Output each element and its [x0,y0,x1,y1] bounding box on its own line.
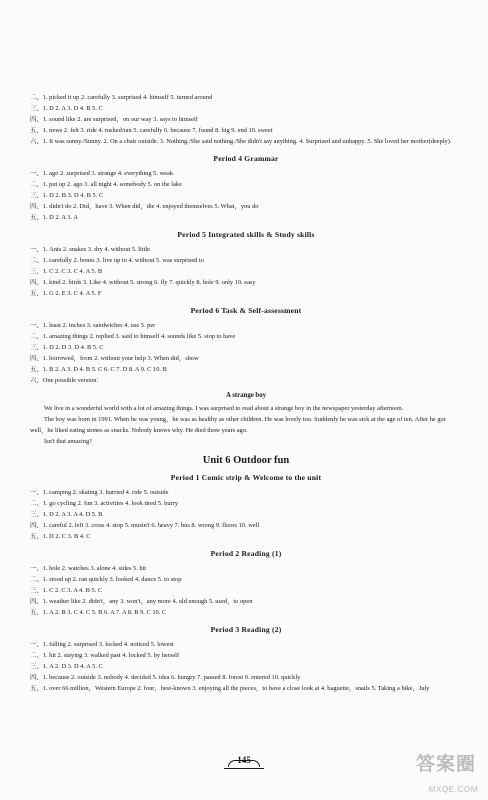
essay-paragraph: Isn't that amazing? [44,438,92,445]
essay-title: A strange boy [225,392,267,399]
answer-line: 六、One possible version： [30,377,103,384]
answer-line: 一、1. ago 2. surprised 3. strange 4. everything 5. weak [30,170,174,177]
period-6-answers [30,320,462,447]
answer-line: 一、1. Ants 2. snakes 3. dry 4. without 5. little [30,246,150,253]
top-answers [30,92,462,147]
unit-title: Unit 6 Outdoor fun [202,455,290,466]
answer-line: 五、1. G 2. E 3. C 4. A 5. F [30,290,102,297]
unit6-period-3-heading: Period 3 Reading (2) [210,625,282,634]
page-number: 145 [224,752,264,769]
answer-line: 四、1. borrowed，from 2. without your help 3. When did，show [30,355,199,362]
answer-line: 五、1. news 2. felt 3. ride 4. rushed/ran 5. carefully 6. because 7. found 8. big 9. end 10. sweet [30,127,273,134]
answer-line: 三、1. D 2. B 3. D 4. B 5. C [30,192,104,199]
answer-line: 四、1. didn't do 2. Did，have 3. When did，die 4. enjoyed themselves 5. What，you do [30,203,259,210]
answer-line: 二、1. hit 2. staying 3. walked past 4. locked 5. by herself [30,652,180,659]
unit6-period-3-answers [30,639,462,694]
answer-line: 五、1. D 2. C 3. B 4. C [30,533,91,540]
answer-line: 五、1. over 66 million，Western Europe 2. four，best-known 3. enjoying all the pieces，to have a close look at 4. baguette，snails 5. Taking a bike，July [30,685,430,692]
answer-line: 六、1. It was sunny./Sunny. 2. On a chair outside. 3. Nothing./She said nothing./She didn't say anything. 4. Surprised and unhappy. 5. She loved her mother(deeply). [30,138,452,145]
answer-line: 四、1. careful 2. left 3. cross 4. stop 5. mustn't 6. heavy 7. bus 8. wrong 9. floors 10. well [30,522,260,529]
answer-line: 三、1. D 2. A 3. D 4. B 5. C [30,105,103,112]
essay-paragraph: The boy was born in 1991. When he was young，he was as healthy as other children. He was lovely too. Suddenly he was sick at the age of ten. After he got well，he liked eating stones as snacks. Nobody knows why. He died three years ago. [30,416,446,434]
answer-line: 二、1. put up 2. ago 3. all night 4. somebody 5. on the lake [30,181,182,188]
period-6-heading: Period 6 Task & Self-assessment [190,306,302,315]
answer-line: 一、1. least 2. inches 3. sandwiches 4. use 5. per [30,322,156,329]
unit6-period-2-heading: Period 2 Reading (1) [210,549,282,558]
period-4-answers [30,168,462,223]
answer-line: 二、1. go cycling 2. fun 3. activities 4. look tired 5. hurry [30,500,179,507]
unit6-period-1-heading: Period 1 Comic strip & Welcome to the unit [170,473,322,482]
watermark-logo [392,752,480,796]
answer-line: 四、1. sound like 2. are surprised，on our way 3. says to himself [30,116,198,123]
period-5-answers [30,244,462,299]
answer-line: 三、1. C 2. C 3. C 4. A 5. B [30,268,103,275]
answer-line: 一、1. hole 2. watches 3. alone 4. sides 5. hit [30,565,147,572]
unit6-period-1-answers [30,487,462,542]
answer-line: 二、1. picked it up 2. carefully 3. surprised 4. himself 5. turned around [30,94,213,101]
answer-line: 五、1. D 2. A 3. A [30,214,78,221]
answer-line: 二、1. carefully 2. bones 3. live up to 4. without 5. was surprised to [30,257,204,264]
watermark-bottom: MXQE.COM [428,785,478,794]
period-5-heading: Period 5 Integrated skills & Study skills [177,230,315,239]
answer-line: 五、1. B 2. A 3. D 4. B 5. C 6. C 7. D 8. A 9. C 10. B [30,366,167,373]
watermark-top: 答案圈 [415,754,476,775]
answer-line: 二、1. amazing things 2. replied 3. said to himself 4. sounds like 5. stop to have [30,333,236,340]
answer-line: 四、1. because 2. outside 3. nobody 4. decided 5. idea 6. hungry 7. passed 8. forest 9. entered 10. quickly [30,674,301,681]
answer-line: 一、1. camping 2. skating 3. hurried 4. ride 5. outside [30,489,169,496]
period-4-heading: Period 4 Grammar [213,154,279,163]
answer-line: 三、1. D 2. D 3. D 4. B 5. C [30,344,104,351]
answer-line: 三、1. D 2. A 3. A 4. D 5. B [30,511,103,518]
answer-line: 二、1. stood up 2. ran quickly 3. looked 4. dance 5. to stop [30,576,182,583]
answer-line: 三、1. C 2. C 3. A 4. B 5. C [30,587,103,594]
answer-line: 五、1. A 2. B 3. C 4. C 5. B 6. A 7. A 8. B 9. C 10. C [30,609,167,616]
unit6-period-2-answers [30,563,462,618]
essay-paragraph: We live in a wonderful world with a lot of amazing things. I was surprised to read about a strange boy in the newspaper yesterday afternoon. [44,405,404,412]
answer-line: 四、1. weather like 2. didn't，any 3. won't，any more 4. old enough 5. used，to open [30,598,253,605]
answer-page [30,92,462,694]
answer-line: 四、1. kind 2. birds 3. Like 4. without 5. strong 6. fly 7. quickly 8. hole 9. only 10. easy [30,279,256,286]
answer-line: 三、1. A 2. D 3. D 4. A 5. C [30,663,103,670]
answer-line: 一、1. falling 2. surprised 3. locked 4. noticed 5. lowest [30,641,174,648]
